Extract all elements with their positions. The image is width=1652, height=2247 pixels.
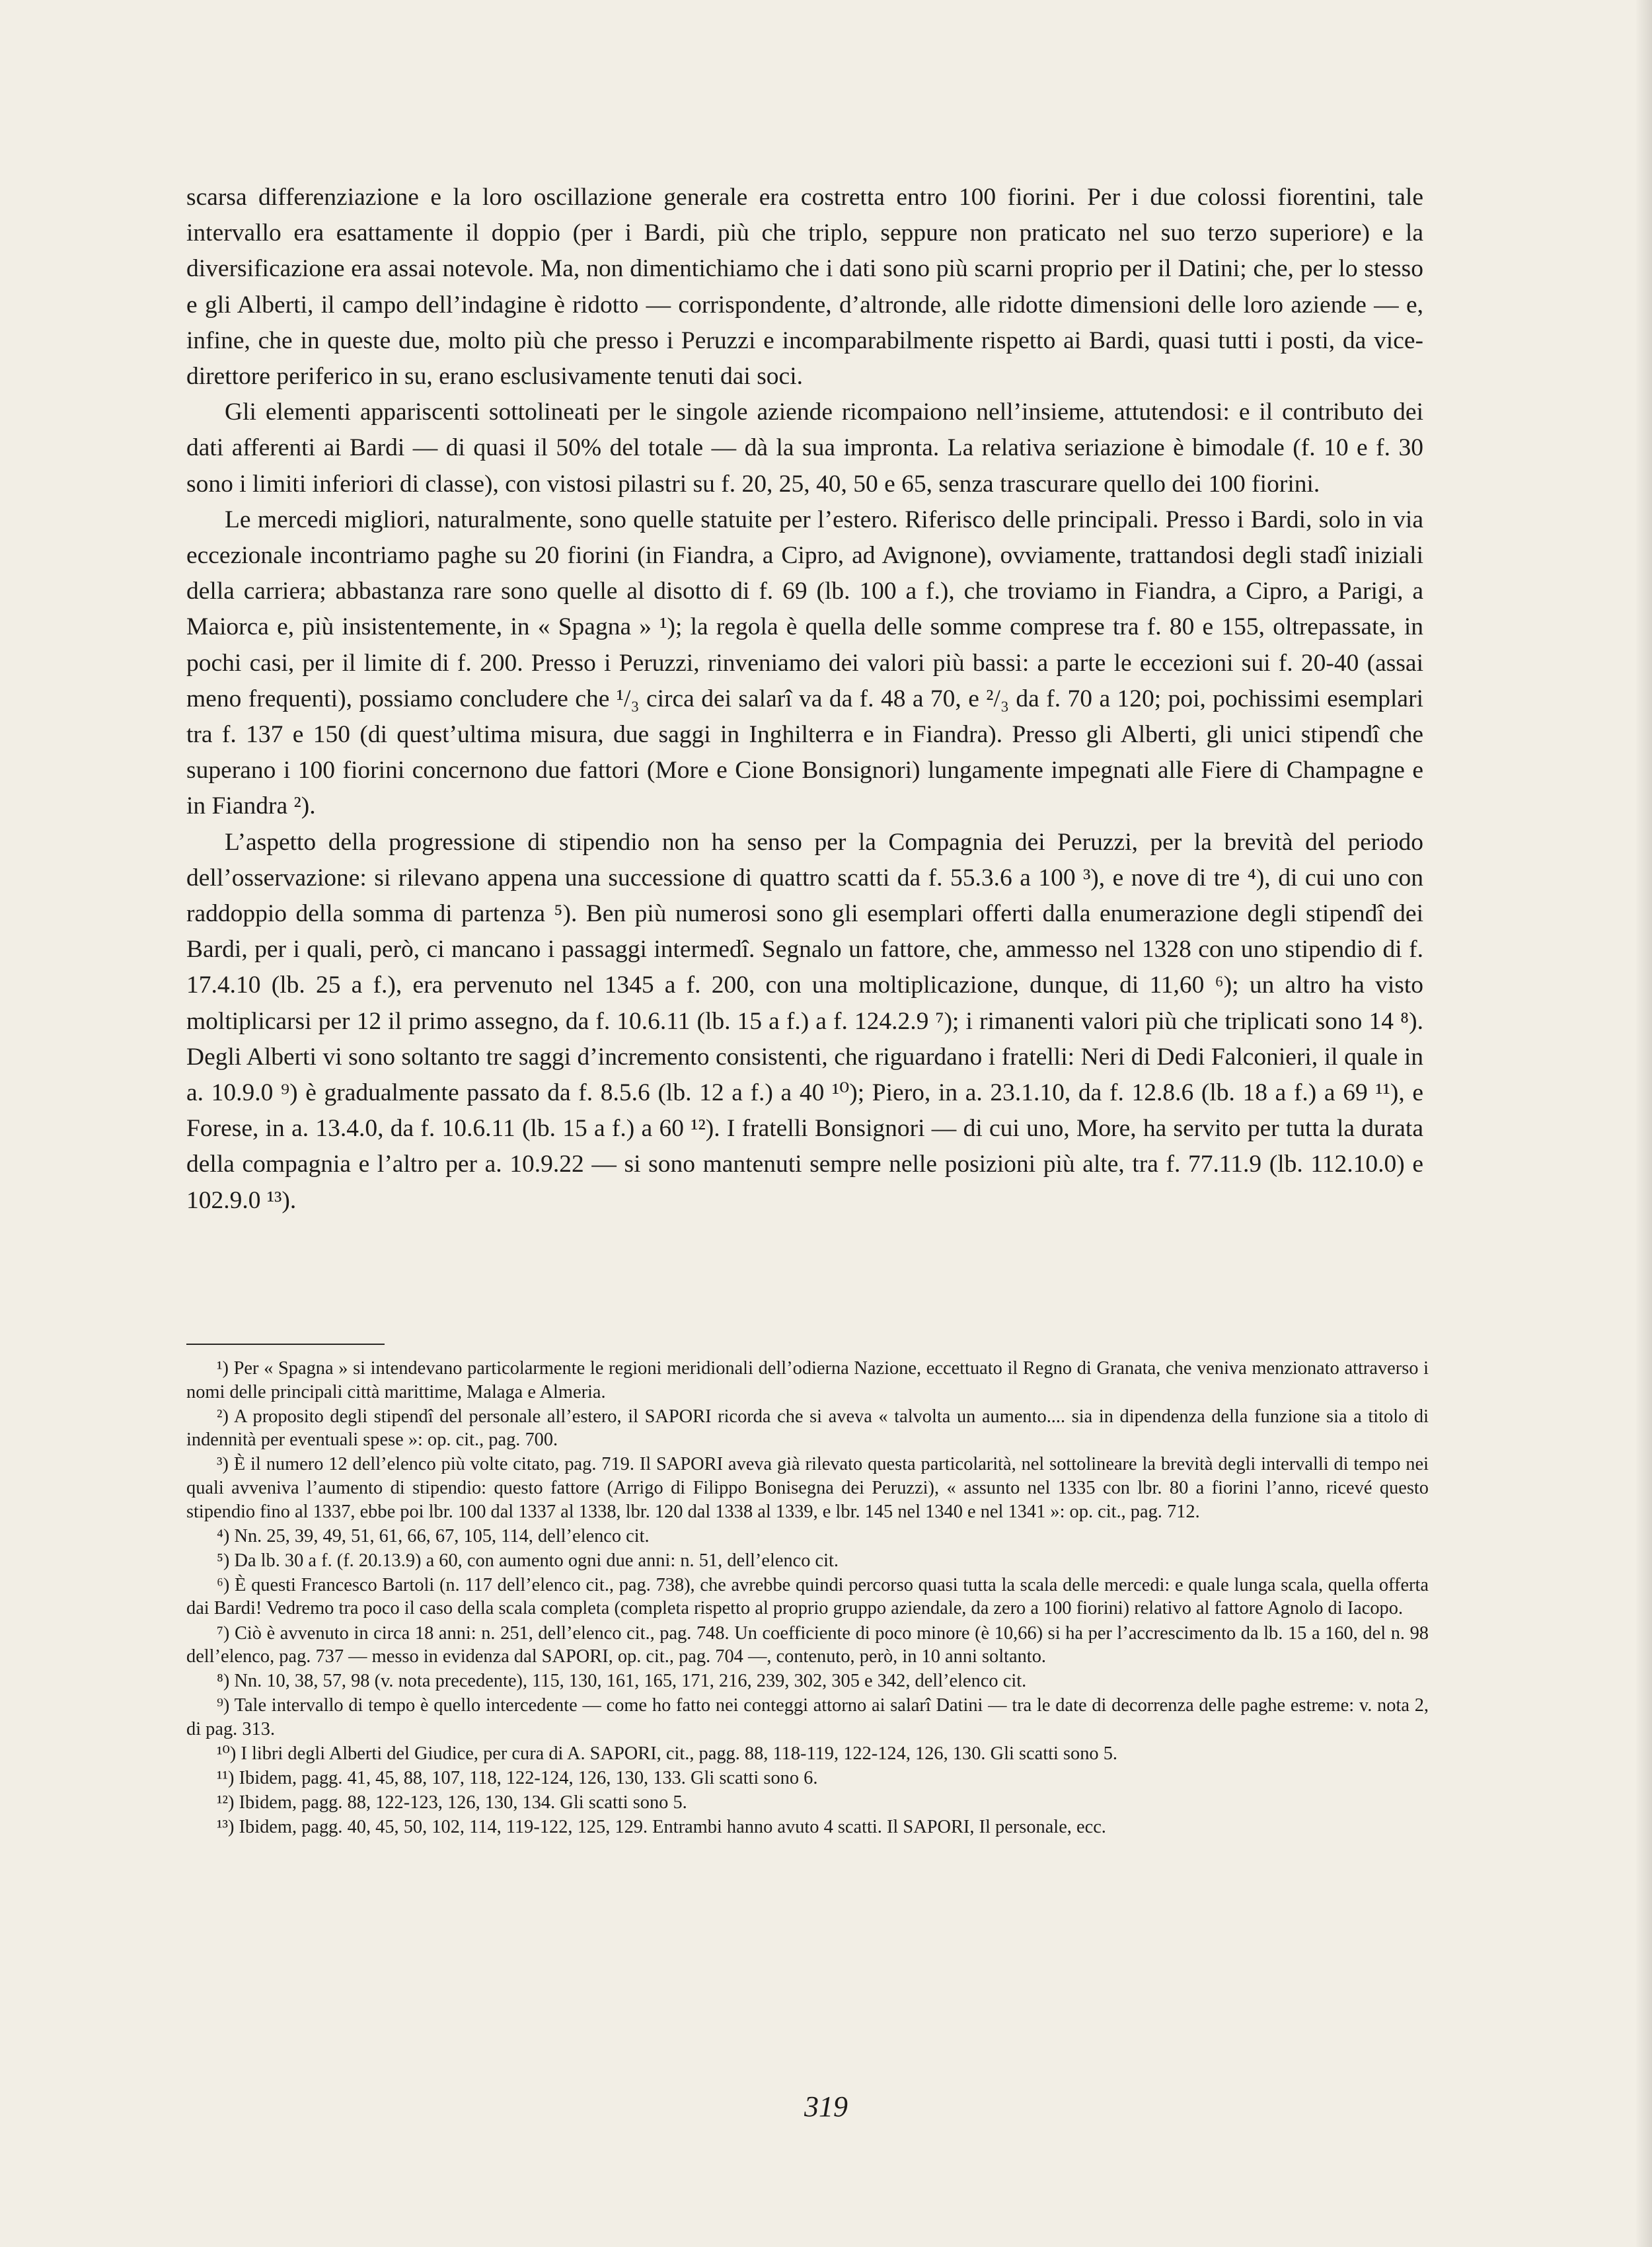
footnote-separator	[186, 1344, 385, 1345]
paragraph: L’aspetto della progressione di stipendio non ha senso per la Compagnia dei Peruzzi, per la brevità del periodo dell’osservazione: si rilevano appena una successione di quattro scatti da f. 55.3.6 a 100 ³), e nove di tre ⁴), di cui uno con raddoppio della somma di partenza ⁵). Ben più numerosi sono gli esemplari offerti dalla enumerazione degli stipendî dei Bardi, per i quali, però, ci mancano i passaggi intermedî. Segnalo un fattore, che, ammesso nel 1328 con uno stipendio di f. 17.4.10 (lb. 25 a f.), era pervenuto nel 1345 a f. 200, con una moltiplicazione, dunque, di 11,60 ⁶); un altro ha visto moltiplicarsi per 12 il primo assegno, da f. 10.6.11 (lb. 15 a f.) a f. 124.2.9 ⁷); i rimanenti valori più che triplicati sono 14 ⁸). Degli Alberti vi sono soltanto tre saggi d’incremento consistenti, che riguardano i fratelli: Neri di Dedi Falconieri, il quale in a. 10.9.0 ⁹) è gradualmente passato da f. 8.5.6 (lb. 12 a f.) a 40 ¹⁰); Piero, in a. 23.1.10, da f. 12.8.6 (lb. 18 a f.) a 69 ¹¹), e Forese, in a. 13.4.0, da f. 10.6.11 (lb. 15 a f.) a 60 ¹²). I fratelli Bonsignori — di cui uno, More, ha servito per tutta la durata della compagnia e l’altro per a. 10.9.22 — si sono mantenuti sempre nelle posizioni più alte, tra f. 77.11.9 (lb. 112.10.0) e 102.9.0 ¹³).	[186, 828, 1423, 1214]
footnote: ⁴) Nn. 25, 39, 49, 51, 61, 66, 67, 105, 114, dell’elenco cit.	[217, 1525, 650, 1546]
footnote: ¹¹) Ibidem, pagg. 41, 45, 88, 107, 118, 122-124, 126, 130, 133. Gli scatti sono 6.	[217, 1768, 818, 1789]
footnote: ⁹) Tale intervallo di tempo è quello intercedente — come ho fatto nei conteggi attorno ai salarî Datini — tra le date di decorrenza delle paghe estreme: v. nota 2, di pag. 313.	[186, 1695, 1429, 1739]
body-text	[186, 180, 1423, 1219]
page-number: 319	[804, 2090, 848, 2123]
footnote: ¹) Per « Spagna » si intendevano particolarmente le regioni meridionali dell’odierna Nazione, eccettuato il Regno di Granata, che veniva menzionato attraverso i nomi delle principali città marittime, Malaga e Almeria.	[186, 1358, 1429, 1402]
footnote: ⁷) Ciò è avvenuto in circa 18 anni: n. 251, dell’elenco cit., pag. 748. Un coefficiente di poco minore (è 10,66) si ha per l’accrescimento da lb. 15 a 160, del n. 98 dell’elenco, pag. 737 — messo in evidenza dal SAPORI, op. cit., pag. 704 —, contenuto, però, in 10 anni soltanto.	[186, 1622, 1429, 1667]
footnote: ¹⁰) I libri degli Alberti del Giudice, per cura di A. SAPORI, cit., pagg. 88, 118-119, 122-124, 126, 130. Gli scatti sono 5.	[217, 1743, 1117, 1764]
footnote: ⁶) È questi Francesco Bartoli (n. 117 dell’elenco cit., pag. 738), che avrebbe quindi percorso quasi tutta la scala delle mercedi: e quale lunga scala, quella offerta dai Bardi! Vedremo tra poco il caso della scala completa (completa rispetto al proprio gruppo aziendale, da zero a 100 fiorini) relativo al fattore Agnolo di Iacopo.	[186, 1574, 1429, 1619]
footnote: ⁸) Nn. 10, 38, 57, 98 (v. nota precedente), 115, 130, 161, 165, 171, 216, 239, 302, 305 e 342, dell’elenco cit.	[217, 1671, 1027, 1692]
paragraph: scarsa differenziazione e la loro oscillazione generale era costretta entro 100 fiorini. Per i due colossi fiorentini, tale intervallo era esattamente il doppio (per i Bardi, più che triplo, seppure non praticato nel suo terzo superiore) e la diversificazione era assai notevole. Ma, non dimentichiamo che i dati sono più scarni proprio per il Datini; che, per lo stesso e gli Alberti, il campo dell’indagine è ridotto — corrispondente, d’altronde, alle ridotte dimensioni delle loro aziende — e, infine, che in queste due, molto più che presso i Peruzzi e incomparabilmente rispetto ai Bardi, quasi tutti i posti, da vice-direttore periferico in su, erano esclusivamente tenuti dai soci.	[186, 184, 1423, 391]
paragraph: Le mercedi migliori, naturalmente, sono quelle statuite per l’estero. Riferisco delle principali. Presso i Bardi, solo in via eccezionale incontriamo paghe su 20 fiorini (in Fiandra, a Cipro, ad Avignone), ovviamente, trattandosi degli stadî iniziali della carriera; abbastanza rare sono quelle al disotto di f. 69 (lb. 100 a f.), che troviamo in Fiandra, a Cipro, a Parigi, a Maiorca e, più insistentemente, in « Spagna » ¹); la regola è quella delle somme comprese tra f. 80 e 155, oltrepassate, in pochi casi, per il limite di f. 200. Presso i Peruzzi, rinveniamo dei valori più bassi: a parte le eccezioni sui f. 20-40 (assai meno frequenti), possiamo concludere che ¹/₃ circa dei salarî va da f. 48 a 70, e ²/₃ da f. 70 a 120; poi, pochissimi esemplari tra f. 137 e 150 (di quest’ultima misura, due saggi in Inghilterra e in Fiandra). Presso gli Alberti, gli unici stipendî che superano i 100 fiorini concernono due fattori (More e Cione Bonsignori) lungamente impegnati alle Fiere di Champagne e in Fiandra ²).	[186, 506, 1423, 820]
footnote: ³) È il numero 12 dell’elenco più volte citato, pag. 719. Il SAPORI aveva già rilevato questa particolarità, nel sottolineare la brevità degli intervalli di tempo nei quali avveniva l’aumento di stipendio: questo fattore (Arrigo di Filippo Bonisegna dei Peruzzi), « assunto nel 1335 con lbr. 80 a fiorini l’anno, ricevé questo stipendio fino al 1337, ebbe poi lbr. 100 dal 1337 al 1338, lbr. 120 dal 1338 al 1339, e lbr. 145 nel 1340 e nel 1341 »: op. cit., pag. 712.	[186, 1454, 1429, 1522]
footnote: ⁵) Da lb. 30 a f. (f. 20.13.9) a 60, con aumento ogni due anni: n. 51, dell’elenco cit.	[217, 1550, 839, 1571]
paragraph: Gli elementi appariscenti sottolineati per le singole aziende ricompaiono nell’insieme, attutendosi: e il contributo dei dati afferenti ai Bardi — di quasi il 50% del totale — dà la sua impronta. La relativa seriazione è bimodale (f. 10 e f. 30 sono i limiti inferiori di classe), con vistosi pilastri su f. 20, 25, 40, 50 e 65, senza trascurare quello dei 100 fiorini.	[186, 399, 1423, 498]
footnote: ¹²) Ibidem, pagg. 88, 122-123, 126, 130, 134. Gli scatti sono 5.	[217, 1792, 687, 1813]
footnotes	[186, 1357, 1429, 1840]
footnote: ²) A proposito degli stipendî del personale all’estero, il SAPORI ricorda che si aveva « talvolta un aumento.... sia in dipendenza della funzione sia a titolo di indennità per eventuali spese »: op. cit., pag. 700.	[186, 1406, 1429, 1451]
footnote: ¹³) Ibidem, pagg. 40, 45, 50, 102, 114, 119-122, 125, 129. Entrambi hanno avuto 4 scatti. Il SAPORI, Il personale, ecc.	[217, 1817, 1106, 1838]
